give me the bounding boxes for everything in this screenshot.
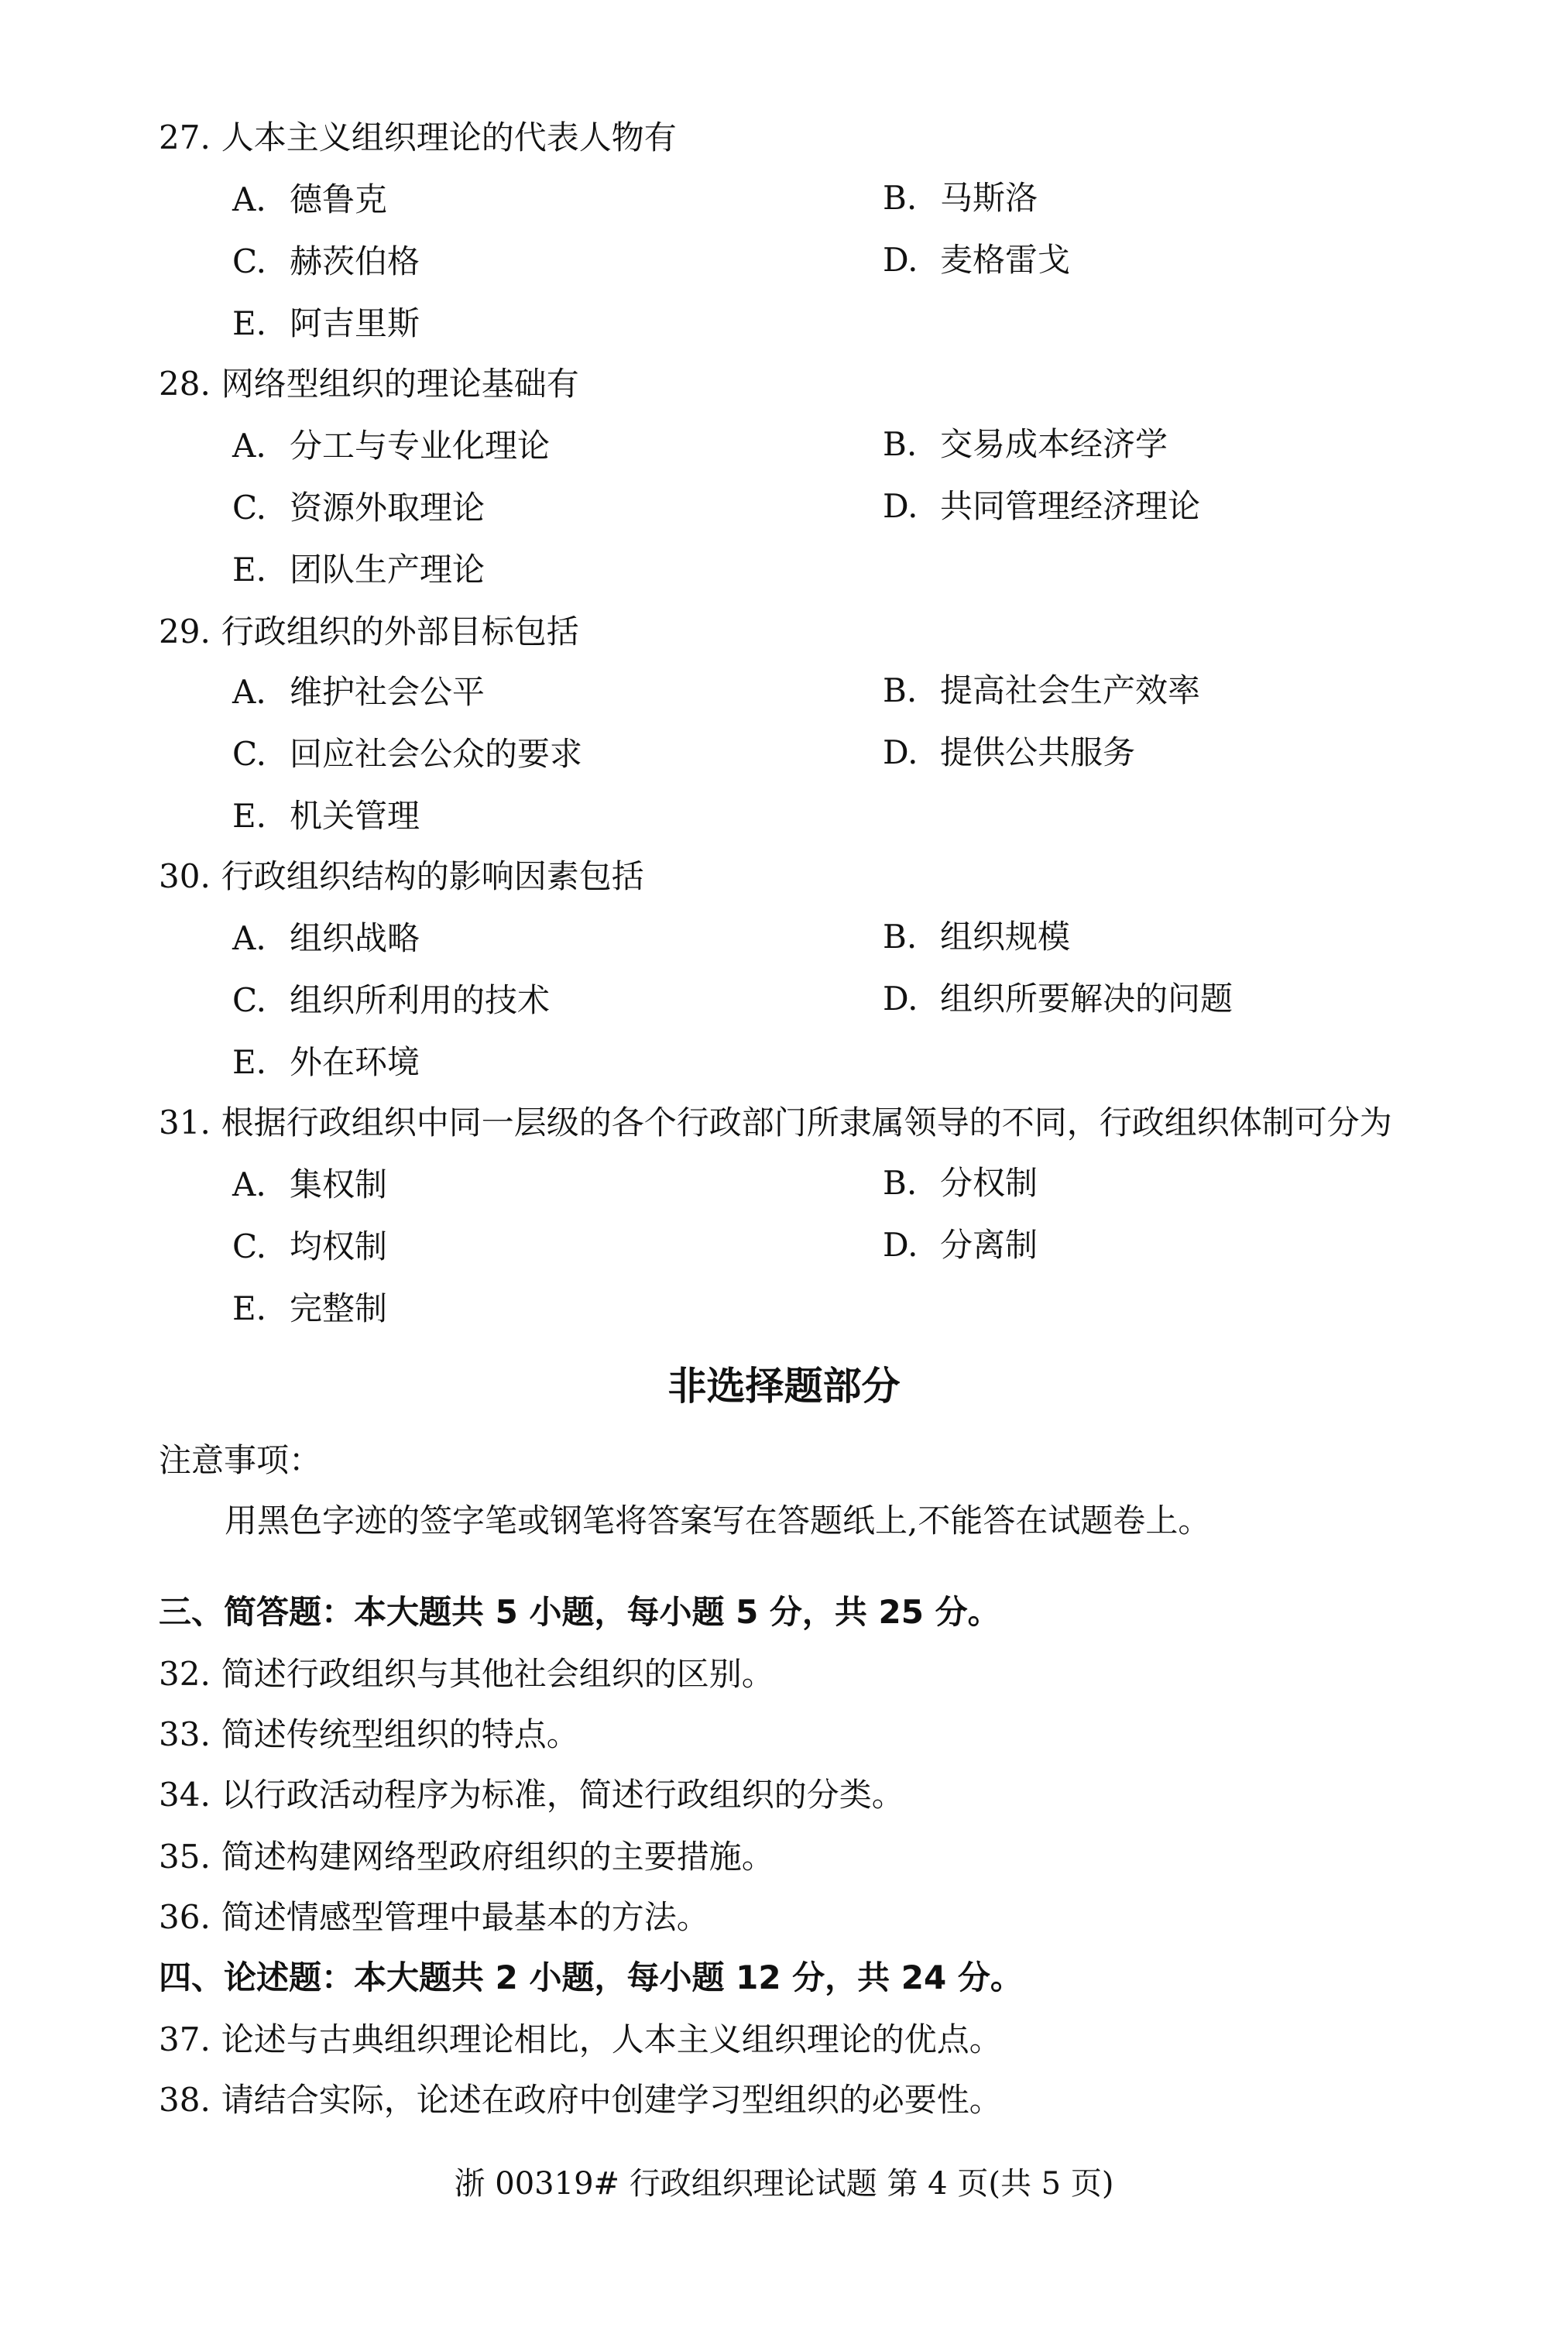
- question-37: 37. 论述与古典组织理论相比，人本主义组织理论的优点。: [159, 2020, 1002, 2058]
- question-35: 35. 简述构建网络型政府组织的主要措施。: [159, 1838, 774, 1876]
- question-stem: 根据行政组织中同一层级的各个行政部门所隶属领导的不同，行政组织体制可分为: [221, 1104, 1392, 1141]
- question-27: [159, 116, 677, 160]
- question-38: 38. 请结合实际，论述在政府中创建学习型组织的必要性。: [159, 2081, 1002, 2119]
- option-29-a: A. 维护社会公平: [232, 673, 485, 711]
- option-29-c: C. 回应社会公众的要求: [232, 735, 583, 773]
- question-33: 33. 简述传统型组织的特点。: [159, 1715, 579, 1753]
- option-27-c: C. 赫茨伯格: [232, 242, 420, 280]
- option-28-d: D. 共同管理经济理论: [883, 487, 1201, 525]
- option-29-d: D. 提供公共服务: [883, 733, 1136, 771]
- question-number: 30.: [159, 857, 211, 895]
- option-31-d: D. 分离制: [883, 1226, 1038, 1264]
- question-28: [159, 362, 579, 406]
- option-30-d: D. 组织所要解决的问题: [883, 980, 1233, 1018]
- question-34: 34. 以行政活动程序为标准，简述行政组织的分类。: [159, 1776, 904, 1814]
- option-31-e: E. 完整制: [232, 1289, 388, 1327]
- option-30-c: C. 组织所利用的技术: [232, 981, 551, 1019]
- option-31-c: C. 均权制: [232, 1227, 388, 1265]
- option-28-c: C. 资源外取理论: [232, 489, 485, 527]
- question-number: 28.: [159, 365, 211, 403]
- option-29-e: E. 机关管理: [232, 797, 420, 835]
- question-stem: 行政组织结构的影响因素包括: [221, 857, 644, 895]
- option-28-a: A. 分工与专业化理论: [232, 427, 551, 465]
- option-31-b: B. 分权制: [883, 1164, 1038, 1202]
- question-stem: 人本主义组织理论的代表人物有: [221, 118, 677, 156]
- question-stem: 行政组织的外部目标包括: [221, 613, 579, 651]
- option-30-b: B. 组织规模: [883, 918, 1071, 956]
- page-footer: 浙 00319# 行政组织理论试题 第 4 页(共 5 页): [454, 2166, 1114, 2202]
- option-31-a: A. 集权制: [232, 1165, 388, 1203]
- question-29: [159, 610, 579, 654]
- option-27-a: A. 德鲁克: [232, 180, 388, 218]
- question-number: 29.: [159, 613, 211, 651]
- question-31: [159, 1101, 1392, 1145]
- option-27-b: B. 马斯洛: [883, 179, 1038, 217]
- option-28-b: B. 交易成本经济学: [883, 425, 1168, 463]
- part4-heading: 四、论述题：本大题共 2 小题，每小题 12 分，共 24 分。: [159, 1958, 1023, 1996]
- question-stem: 网络型组织的理论基础有: [221, 365, 579, 403]
- option-30-a: A. 组织战略: [232, 919, 420, 957]
- part3-heading: 三、简答题：本大题共 5 小题，每小题 5 分，共 25 分。: [159, 1593, 1000, 1631]
- option-28-e: E. 团队生产理论: [232, 551, 485, 589]
- question-number: 31.: [159, 1104, 211, 1141]
- question-30: [159, 855, 644, 898]
- notice-heading: 注意事项：: [159, 1441, 322, 1479]
- notice-text: 用黑色字迹的签字笔或钢笔将答案写在答题纸上,不能答在试题卷上。: [225, 1502, 1211, 1540]
- option-27-d: D. 麦格雷戈: [883, 241, 1071, 279]
- option-29-b: B. 提高社会生产效率: [883, 671, 1201, 709]
- question-36: 36. 简述情感型管理中最基本的方法。: [159, 1898, 709, 1936]
- section-title: 非选择题部分: [667, 1364, 901, 1409]
- question-32: 32. 简述行政组织与其他社会组织的区别。: [159, 1655, 774, 1693]
- option-30-e: E. 外在环境: [232, 1043, 420, 1081]
- question-number: 27.: [159, 118, 211, 156]
- option-27-e: E. 阿吉里斯: [232, 304, 420, 342]
